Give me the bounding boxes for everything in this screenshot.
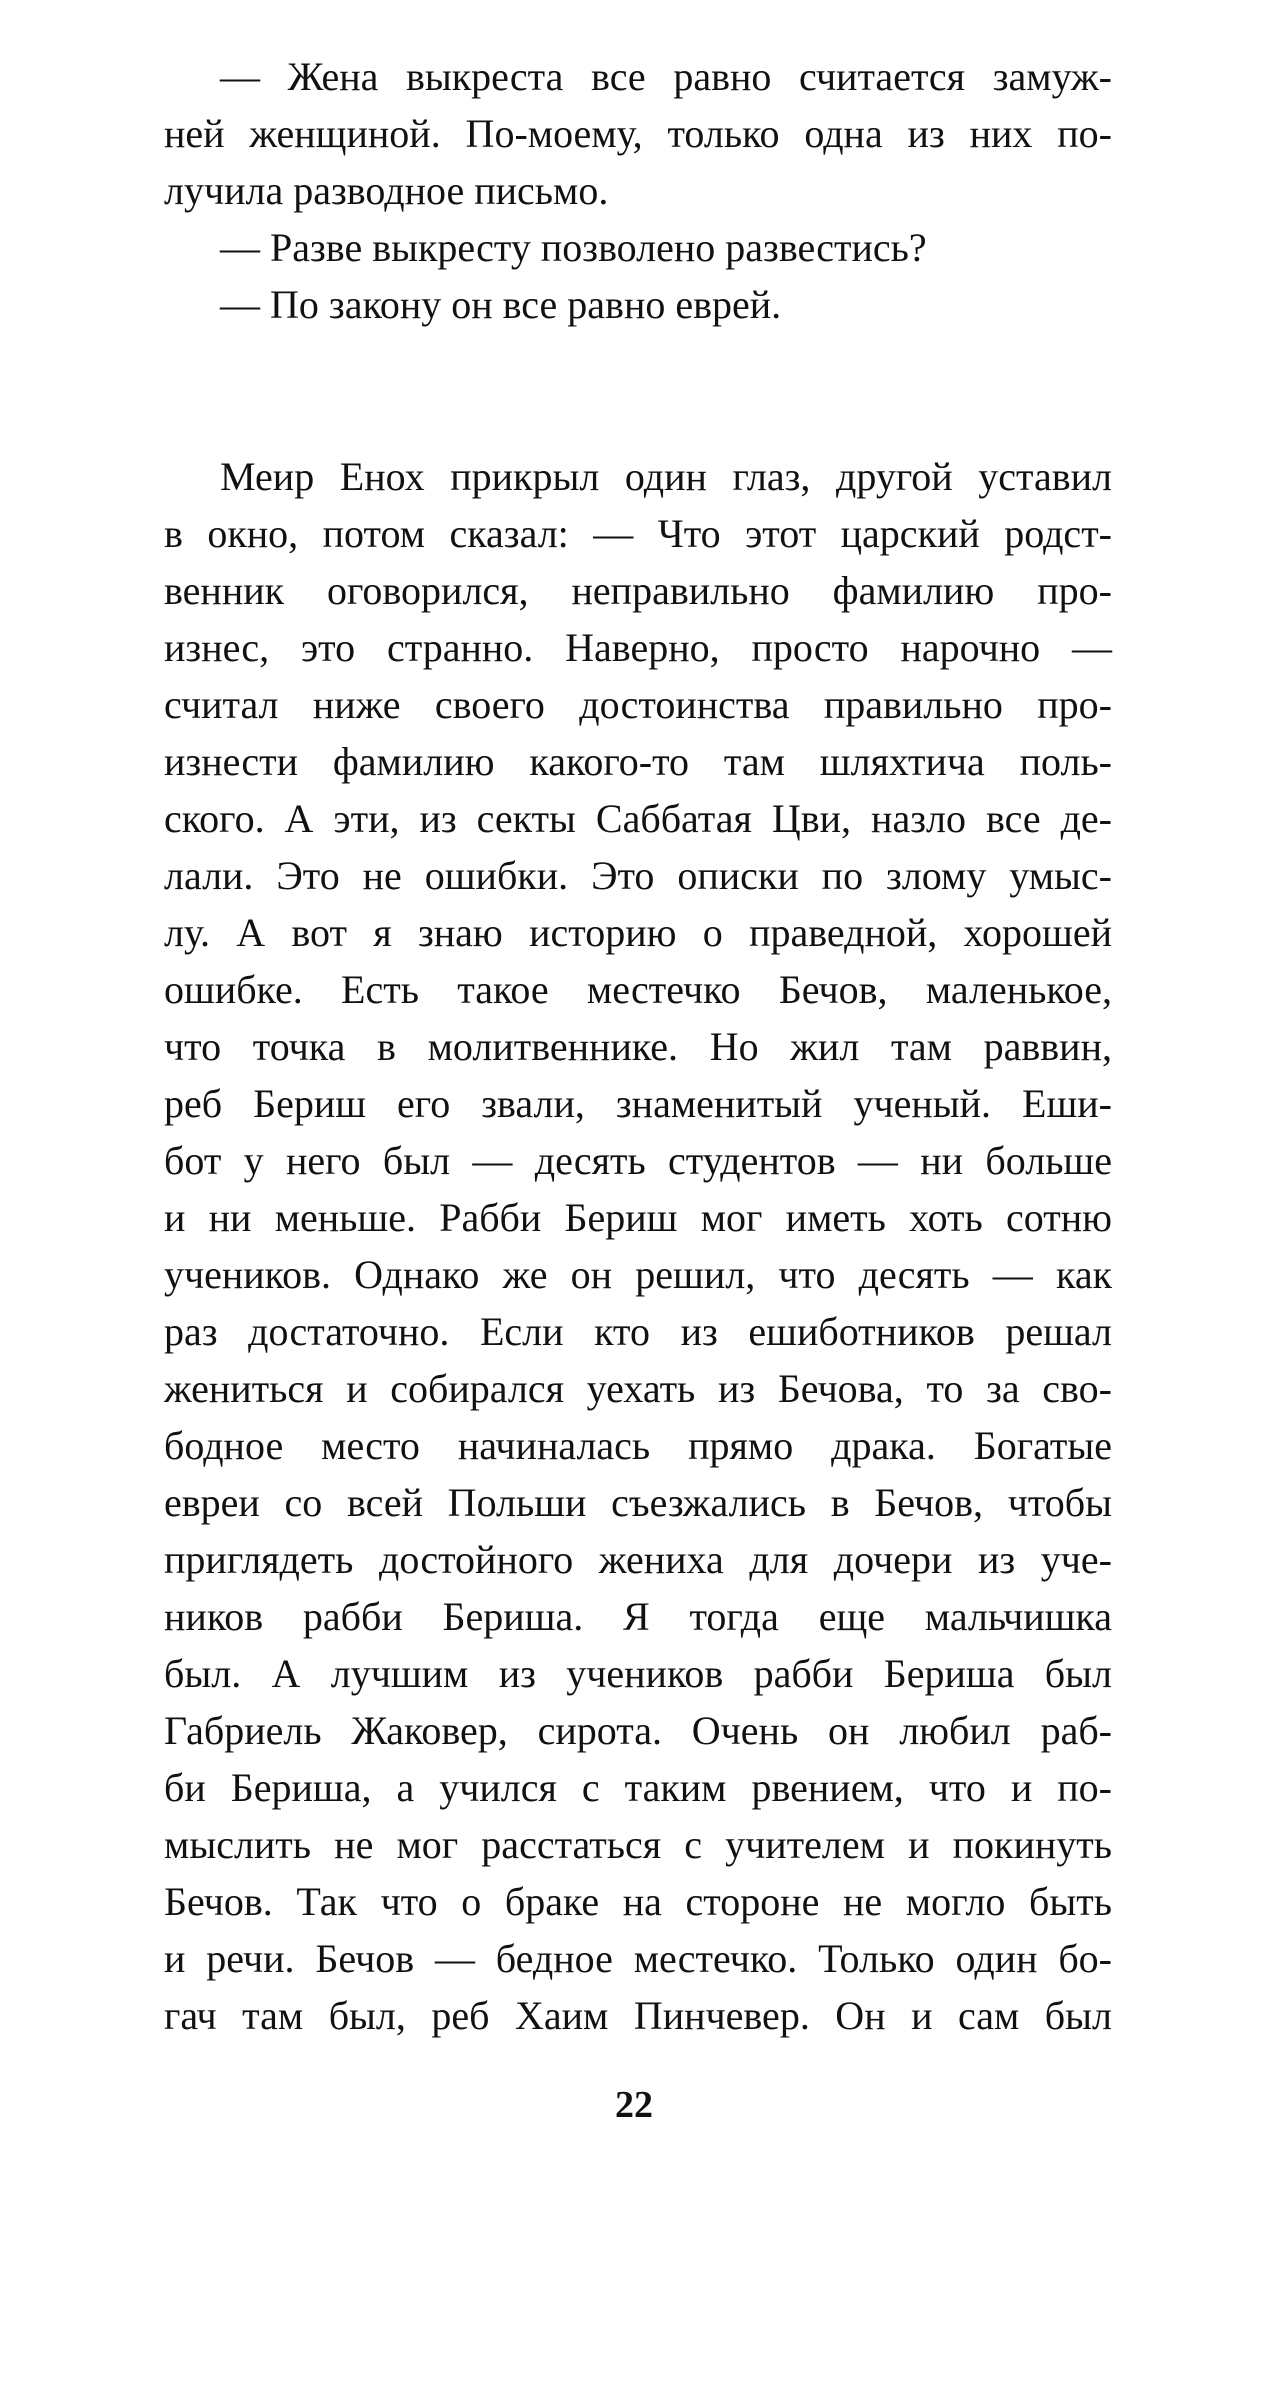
paragraph-line: и речи. Бечов — бедное местечко. Только один бо- xyxy=(164,1936,1112,1981)
paragraph-line: жениться и собирался уехать из Бечова, то за сво- xyxy=(164,1366,1112,1411)
paragraph-line: в окно, потом сказал: — Что этот царский родст- xyxy=(164,511,1112,556)
paragraph-line: венник оговорился, неправильно фамилию про- xyxy=(164,568,1112,613)
paragraph-line: лу. А вот я знаю историю о праведной, хорошей xyxy=(164,910,1112,955)
paragraph-line: реб Бериш его звали, знаменитый ученый. Еши- xyxy=(164,1081,1112,1126)
paragraph-line: Меир Енох прикрыл один глаз, другой уставил xyxy=(220,454,1112,499)
paragraph-line: бот у него был — десять студентов — ни больше xyxy=(164,1138,1112,1183)
paragraph-line: приглядеть достойного жениха для дочери из уче- xyxy=(164,1537,1112,1582)
paragraph-line: раз достаточно. Если кто из ешиботников решал xyxy=(164,1309,1112,1354)
paragraph-line: изнес, это странно. Наверно, просто нарочно — xyxy=(164,625,1112,670)
paragraph-line: ников рабби Бериша. Я тогда еще мальчишка xyxy=(164,1594,1112,1639)
paragraph-line: был. А лучшим из учеников рабби Бериша был xyxy=(164,1651,1112,1696)
dialogue-line: — Жена выкреста все равно считается замуж- xyxy=(220,54,1112,99)
dialogue-line: лучила разводное письмо. xyxy=(164,168,609,213)
page-number: 22 xyxy=(615,2084,653,2126)
dialogue-line: — Разве выкресту позволено развестись? xyxy=(220,225,927,270)
paragraph-line: би Бериша, а учился с таким рвением, что и по- xyxy=(164,1765,1112,1810)
paragraph-line: ошибке. Есть такое местечко Бечов, маленькое, xyxy=(164,967,1112,1012)
paragraph-line: Габриель Жаковер, сирота. Очень он любил раб- xyxy=(164,1708,1112,1753)
dialogue-line: ней женщиной. По-моему, только одна из них по- xyxy=(164,111,1112,156)
paragraph-line: мыслить не мог расстаться с учителем и покинуть xyxy=(164,1822,1112,1867)
paragraph-line: гач там был, реб Хаим Пинчевер. Он и сам был xyxy=(164,1993,1112,2038)
paragraph-line: что точка в молитвеннике. Но жил там раввин, xyxy=(164,1024,1112,1069)
paragraph-line: изнести фамилию какого-то там шляхтича поль- xyxy=(164,739,1112,784)
paragraph-line: учеников. Однако же он решил, что десять — как xyxy=(164,1252,1112,1297)
paragraph-line: считал ниже своего достоинства правильно про- xyxy=(164,682,1112,727)
paragraph-line: бодное место начиналась прямо драка. Богатые xyxy=(164,1423,1112,1468)
paragraph-line: евреи со всей Польши съезжались в Бечов, чтобы xyxy=(164,1480,1112,1525)
paragraph-line: лали. Это не ошибки. Это описки по злому умыс- xyxy=(164,853,1112,898)
paragraph-line: Бечов. Так что о браке на стороне не могло быть xyxy=(164,1879,1112,1924)
dialogue-line: — По закону он все равно еврей. xyxy=(220,282,782,327)
paragraph-line: и ни меньше. Рабби Бериш мог иметь хоть сотню xyxy=(164,1195,1112,1240)
paragraph-line: ского. А эти, из секты Саббатая Цви, назло все де- xyxy=(164,796,1112,841)
